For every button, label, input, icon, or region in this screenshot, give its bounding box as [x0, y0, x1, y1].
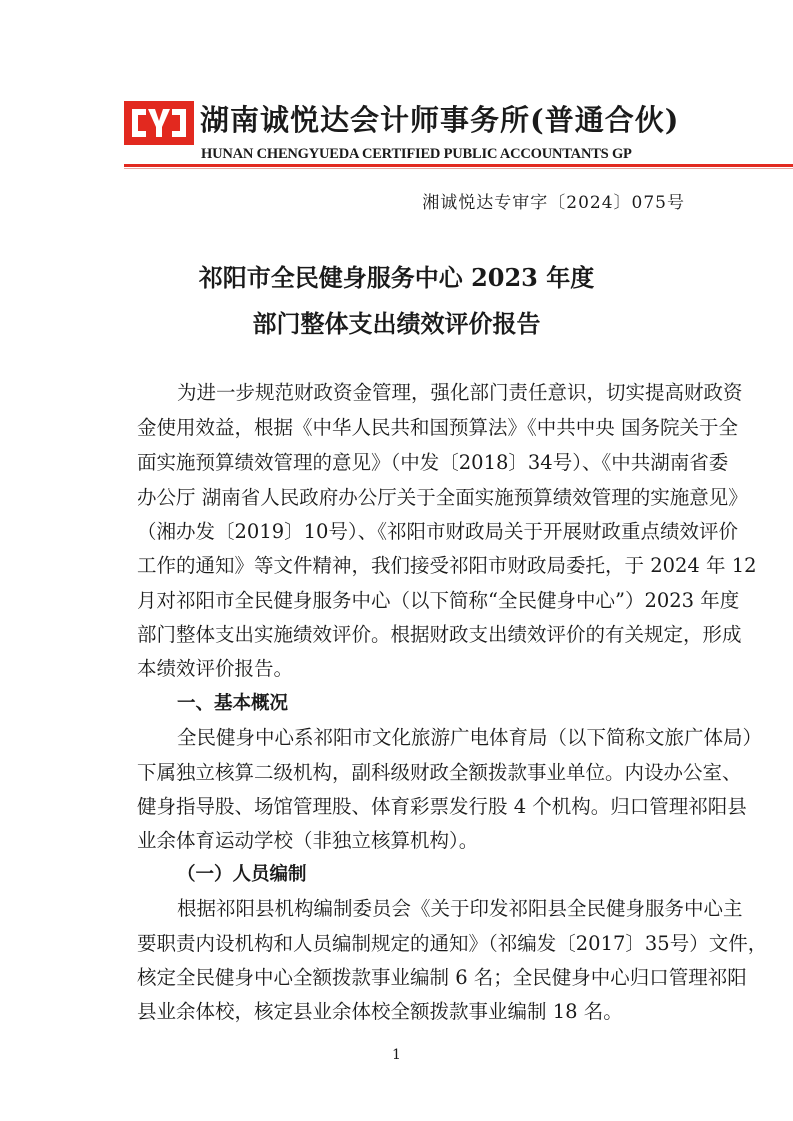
report-title-line2: 部门整体支出绩效评价报告 [252, 309, 541, 338]
report-title-line1: 祁阳市全民健身服务中心 2023 年度 [198, 263, 595, 292]
letterhead-rule-thin [124, 168, 793, 169]
letterhead-rule [124, 164, 793, 167]
body-line: 部门整体支出实施绩效评价。根据财政支出绩效评价的有关规定，形成 [137, 623, 742, 646]
body-line: 下属独立核算二级机构，副科级财政全额拨款事业单位。内设办公室、 [137, 761, 742, 784]
firm-name-en: HUNAN CHENGYUEDA CERTIFIED PUBLIC ACCOUNTANTS GP [201, 146, 632, 162]
body-line: 月对祁阳市全民健身服务中心（以下简称“全民健身中心”）2023 年度 [137, 589, 740, 612]
body-line: 县业余体校，核定县业余体校全额拨款事业编制 18 名。 [137, 1000, 623, 1023]
firm-name-cn: 湖南诚悦达会计师事务所(普通合伙) [200, 103, 680, 137]
page-number: 1 [392, 1047, 401, 1063]
body-line: 要职责内设机构和人员编制规定的通知》（祁编发〔2017〕35号）文件， [137, 932, 768, 955]
body-line: 工作的通知》等文件精神，我们接受祁阳市财政局委托，于 2024 年 12 [137, 554, 757, 577]
firm-logo [124, 101, 194, 145]
body-line: 全民健身中心系祁阳市文化旅游广电体育局（以下简称文旅广体局） [177, 726, 763, 749]
subsection-heading: （一）人员编制 [177, 864, 307, 885]
body-line: 健身指导股、场馆管理股、体育彩票发行股 4 个机构。归口管理祁阳县 [137, 795, 747, 818]
body-line: 金使用效益，根据《中华人民共和国预算法》《中共中央 国务院关于全 [137, 416, 738, 439]
body-line: 根据祁阳县机构编制委员会《关于印发祁阳县全民健身服务中心主 [177, 897, 743, 920]
body-line: 核定全民健身中心全额拨款事业编制 6 名；全民健身中心归口管理祁阳 [137, 966, 747, 989]
body-line: 业余体育运动学校（非独立核算机构）。 [137, 829, 479, 852]
body-line: 办公厅 湖南省人民政府办公厅关于全面实施预算绩效管理的实施意见》 [137, 486, 748, 509]
document-number: 湘诚悦达专审字〔2024〕075号 [422, 193, 685, 213]
body-line: （湘办发〔2019〕10号）、《祁阳市财政局关于开展财政重点绩效评价 [137, 520, 738, 543]
body-line: 本绩效评价报告。 [137, 657, 294, 680]
body-line: 面实施预算绩效管理的意见》（中发〔2018〕34号）、《中共湖南省委 [137, 451, 729, 474]
section-heading: 一、基本概况 [177, 693, 289, 714]
body-line: 为进一步规范财政资金管理，强化部门责任意识，切实提高财政资 [177, 381, 743, 404]
